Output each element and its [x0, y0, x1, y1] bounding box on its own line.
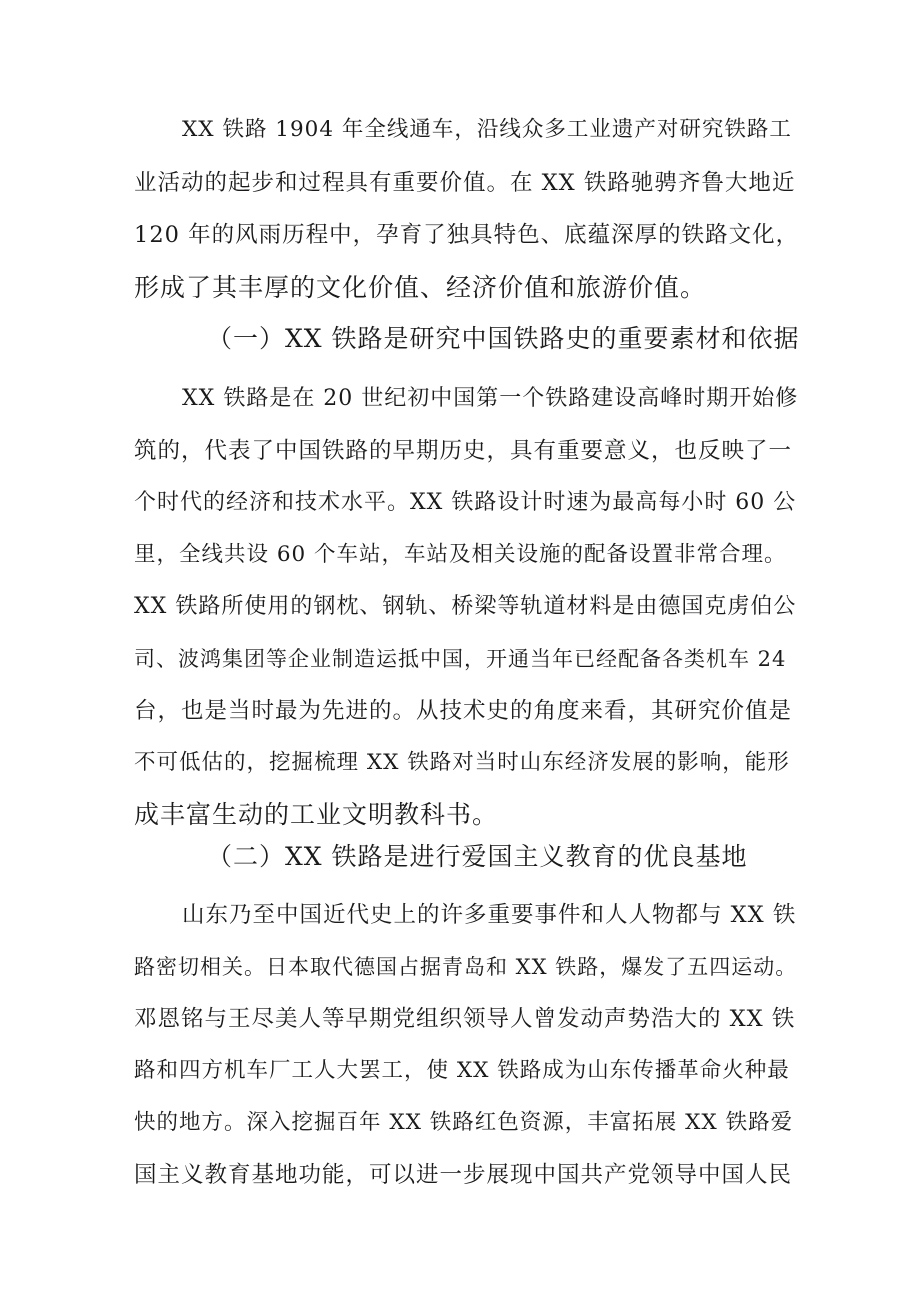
text-line: 成丰富生动的工业文明教科书。: [134, 800, 499, 829]
text-line: XX 铁路是在 20 世纪初中国第一个铁路建设高峰时期开始修: [182, 386, 799, 411]
text-line: 路密切相关。日本取代德国占据青岛和 XX 铁路，爆发了五四运动。: [134, 955, 798, 979]
text-line: XX 铁路所使用的钢枕、钢轨、桥梁等轨道材料是由德国克虏伯公: [134, 594, 797, 619]
text-line: 里，全线共设 60 个车站，车站及相关设施的配备设置非常合理。: [134, 542, 787, 567]
section-heading: （一）XX 铁路是研究中国铁路史的重要素材和依据: [207, 324, 800, 353]
text-line: 路和四方机车厂工人大罢工，使 XX 铁路成为山东传播革命火种最: [134, 1058, 790, 1083]
text-line: 业活动的起步和过程具有重要价值。在 XX 铁路驰骋齐鲁大地近: [134, 170, 796, 196]
text-line: XX 铁路 1904 年全线通车，沿线众多工业遗产对研究铁路工: [182, 117, 792, 142]
text-line: 形成了其丰厚的文化价值、经济价值和旅游价值。: [134, 273, 707, 302]
text-line: 邓恩铭与王尽美人等早期党组织领导人曾发动声势浩大的 XX 铁: [134, 1006, 796, 1032]
text-line: 快的地方。深入挖掘百年 XX 铁路红色资源，丰富拓展 XX 铁路爱: [134, 1110, 794, 1135]
section-heading: （二）XX 铁路是进行爱国主义教育的优良基地: [207, 842, 748, 871]
text-line: 司、波鸿集团等企业制造运抵中国，开通当年已经配备各类机车 24: [134, 647, 787, 671]
text-line: 山东乃至中国近代史上的许多重要事件和人人物都与 XX 铁: [182, 902, 797, 928]
text-line: 筑的，代表了中国铁路的早期历史，具有重要意义，也反映了一: [134, 438, 793, 464]
text-line: 不可低估的，挖掘梳理 XX 铁路对当时山东经济发展的影响，能形: [134, 750, 790, 775]
text-line: 国主义教育基地功能，可以进一步展现中国共产党领导中国人民: [134, 1162, 793, 1188]
text-line: 台，也是当时最为先进的。从技术史的角度来看，其研究价值是: [134, 698, 793, 724]
text-line: 个时代的经济和技术水平。XX 铁路设计时速为最高每小时 60 公: [134, 490, 797, 515]
text-line: 120 年的风雨历程中，孕育了独具特色、底蕴深厚的铁路文化，: [134, 222, 800, 248]
